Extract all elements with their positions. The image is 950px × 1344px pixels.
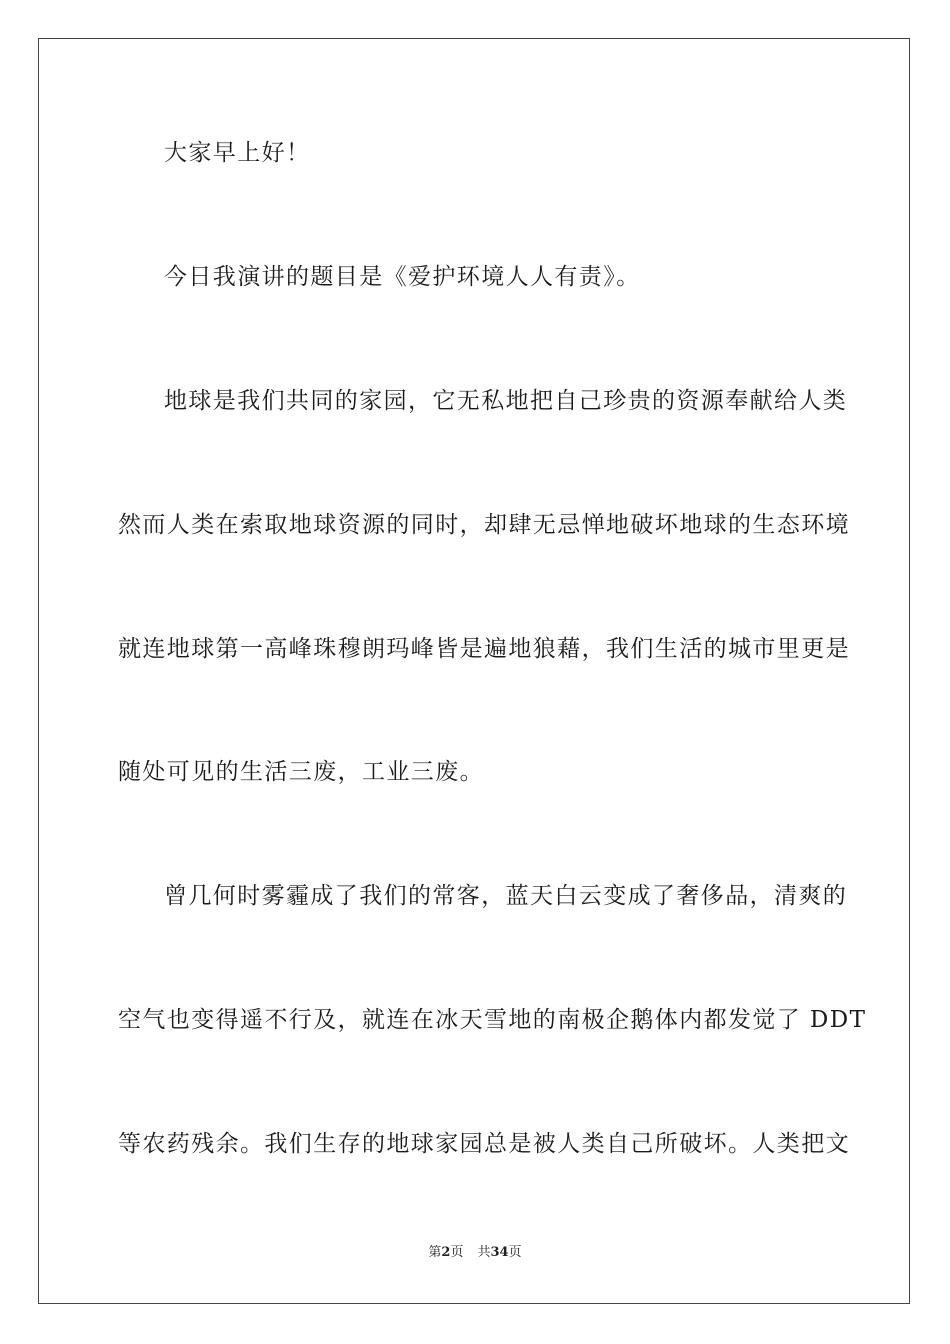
text-line-paragraph-1-3: 就连地球第一高峰珠穆朗玛峰皆是遍地狼藉，我们生活的城市里更是: [118, 636, 850, 662]
text-line-topic: 今日我演讲的题目是《爱护环境人人有责》。: [164, 264, 641, 290]
text-line-paragraph-1-1: 地球是我们共同的家园，它无私地把自己珍贵的资源奉献给人类: [164, 388, 848, 414]
page-footer: [0, 1244, 950, 1262]
text-line-paragraph-2-3: 等农药残余。我们生存的地球家园总是被人类自己所破坏。人类把文: [118, 1131, 850, 1157]
text-line-paragraph-2-2: 空气也变得遥不行及，就连在冰天雪地的南极企鹅体内都发觉了 DDT: [118, 1007, 867, 1033]
page-prefix: 第: [428, 1245, 442, 1260]
text-line-greeting: 大家早上好！: [164, 140, 311, 166]
page-suffix: 页: [450, 1245, 464, 1260]
page-number: 2: [441, 1245, 451, 1260]
total-suffix: 页: [508, 1245, 522, 1260]
total-prefix: 共: [477, 1245, 491, 1260]
text-line-paragraph-2-1: 曾几何时雾霾成了我们的常客，蓝天白云变成了奢侈品，清爽的: [164, 883, 848, 909]
text-line-paragraph-1-4: 随处可见的生活三废，工业三废。: [118, 759, 484, 785]
total-pages: 34: [490, 1245, 509, 1260]
page-border: [38, 38, 910, 1304]
text-line-paragraph-1-2: 然而人类在索取地球资源的同时，却肆无忌惮地破坏地球的生态环境: [118, 512, 850, 538]
